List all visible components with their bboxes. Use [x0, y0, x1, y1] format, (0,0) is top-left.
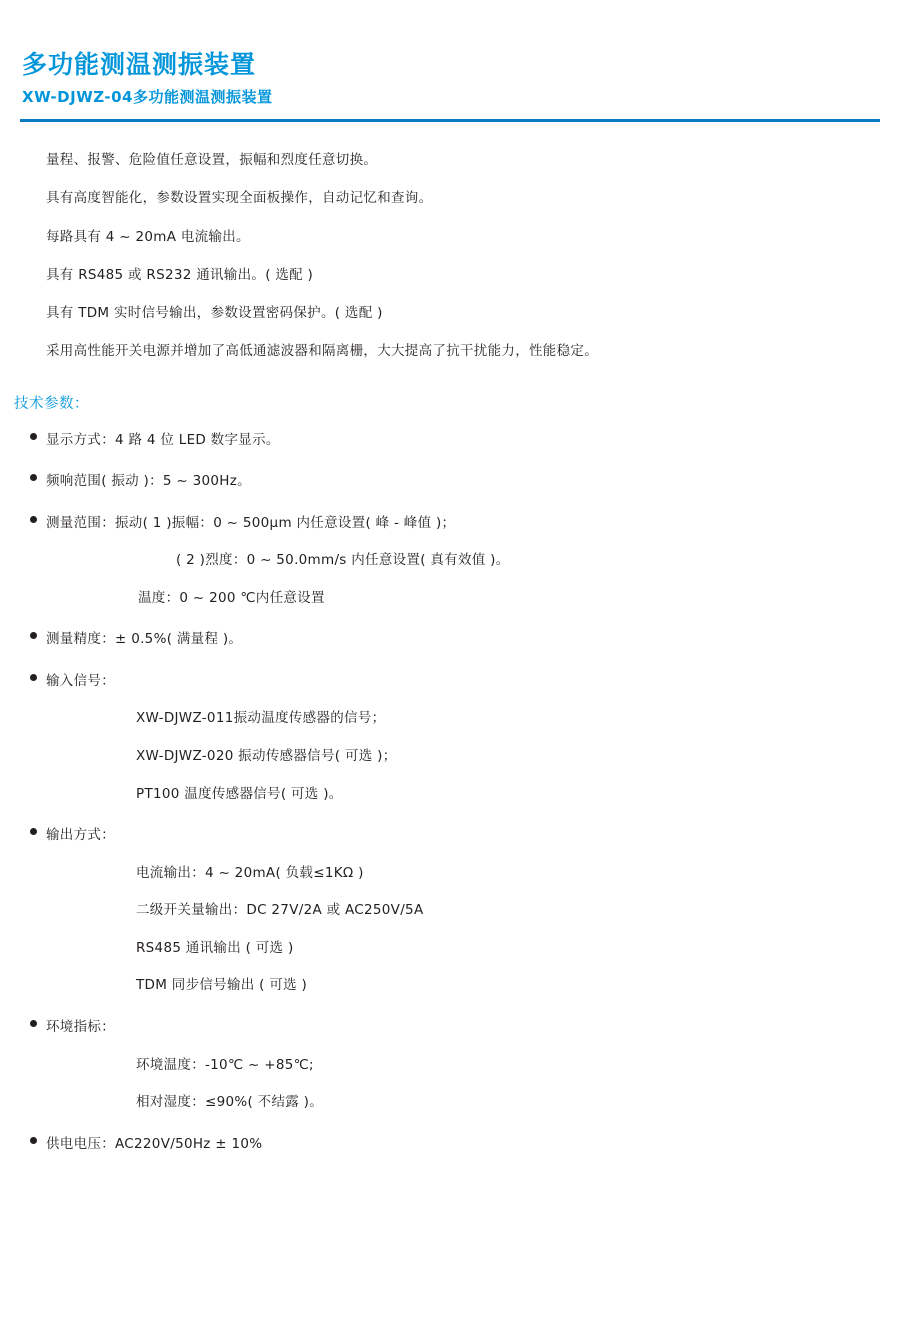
- bullet-icon: [30, 674, 37, 681]
- spec-subtext: XW-DJWZ-020 振动传感器信号( 可选 )；: [136, 748, 397, 764]
- intro-paragraph: 具有 RS485 或 RS232 通讯输出。( 选配 ): [46, 266, 314, 283]
- bullet-icon: [30, 433, 37, 440]
- list-item: [0, 826, 900, 996]
- spec-subtext: 相对湿度：≤90%( 不结露 )。: [136, 1094, 324, 1111]
- list-item: [0, 472, 900, 492]
- list-item: [0, 1018, 900, 1113]
- header-divider: [20, 119, 880, 122]
- list-item: [0, 672, 900, 804]
- spec-subtext: 环境温度：-10℃ ~ +85℃;: [136, 1056, 314, 1073]
- intro-paragraph: 具有 TDM 实时信号输出，参数设置密码保护。( 选配 ): [46, 305, 383, 321]
- page-title: 多功能测温测振装置: [22, 50, 257, 79]
- spec-subtext: TDM 同步信号输出 ( 可选 ): [136, 977, 308, 994]
- spec-section-heading: 技术参数：: [14, 395, 89, 412]
- intro-paragraph: 量程、报警、危险值任意设置，振幅和烈度任意切换。: [46, 152, 378, 168]
- intro-paragraph: 采用高性能开关电源并增加了高低通滤波器和隔离栅，大大提高了抗干扰能力，性能稳定。: [46, 343, 598, 360]
- document-header: [0, 0, 900, 107]
- list-item: [0, 1135, 900, 1155]
- spec-text: 测量精度：± 0.5%( 满量程 )。: [46, 631, 243, 648]
- list-item: [0, 431, 900, 451]
- spec-list: [0, 431, 900, 1155]
- page-subtitle: XW-DJWZ-04多功能测温测振装置: [22, 88, 273, 106]
- spec-text: 供电电压：AC220V/50Hz ± 10%: [46, 1135, 263, 1152]
- intro-paragraph: 每路具有 4 ~ 20mA 电流输出。: [46, 228, 250, 245]
- spec-subtext: 温度：0 ~ 200 ℃内任意设置: [138, 589, 325, 606]
- spec-subtext: XW-DJWZ-011振动温度传感器的信号；: [136, 710, 386, 727]
- bullet-icon: [30, 1020, 37, 1027]
- list-item: [0, 630, 900, 650]
- spec-text: 输出方式：: [46, 827, 115, 844]
- spec-subtext: 二级开关量输出：DC 27V/2A 或 AC250V/5A: [136, 902, 424, 919]
- list-item: [0, 514, 900, 609]
- spec-subtext: ( 2 )烈度：0 ~ 50.0mm/s 内任意设置( 真有效值 )。: [176, 552, 510, 569]
- spec-subtext: 电流输出：4 ~ 20mA( 负载≤1KΩ ): [136, 864, 364, 881]
- spec-text: 频响范围( 振动 )：5 ~ 300Hz。: [46, 473, 251, 490]
- spec-text: 输入信号：: [46, 672, 115, 689]
- bullet-icon: [30, 1137, 37, 1144]
- intro-paragraph: 具有高度智能化，参数设置实现全面板操作，自动记忆和查询。: [46, 190, 433, 207]
- bullet-icon: [30, 828, 37, 835]
- bullet-icon: [30, 632, 37, 639]
- bullet-icon: [30, 474, 37, 481]
- spec-subtext: PT100 温度传感器信号( 可选 )。: [136, 785, 343, 802]
- spec-text: 环境指标：: [46, 1018, 115, 1035]
- spec-text: 显示方式：4 路 4 位 LED 数字显示。: [46, 431, 280, 448]
- bullet-icon: [30, 516, 37, 523]
- spec-text: 测量范围：振动( 1 )振幅：0 ~ 500μm 内任意设置( 峰 - 峰值 )；: [46, 514, 456, 531]
- spec-subtext: RS485 通讯输出 ( 可选 ): [136, 939, 294, 956]
- intro-section: [0, 150, 900, 362]
